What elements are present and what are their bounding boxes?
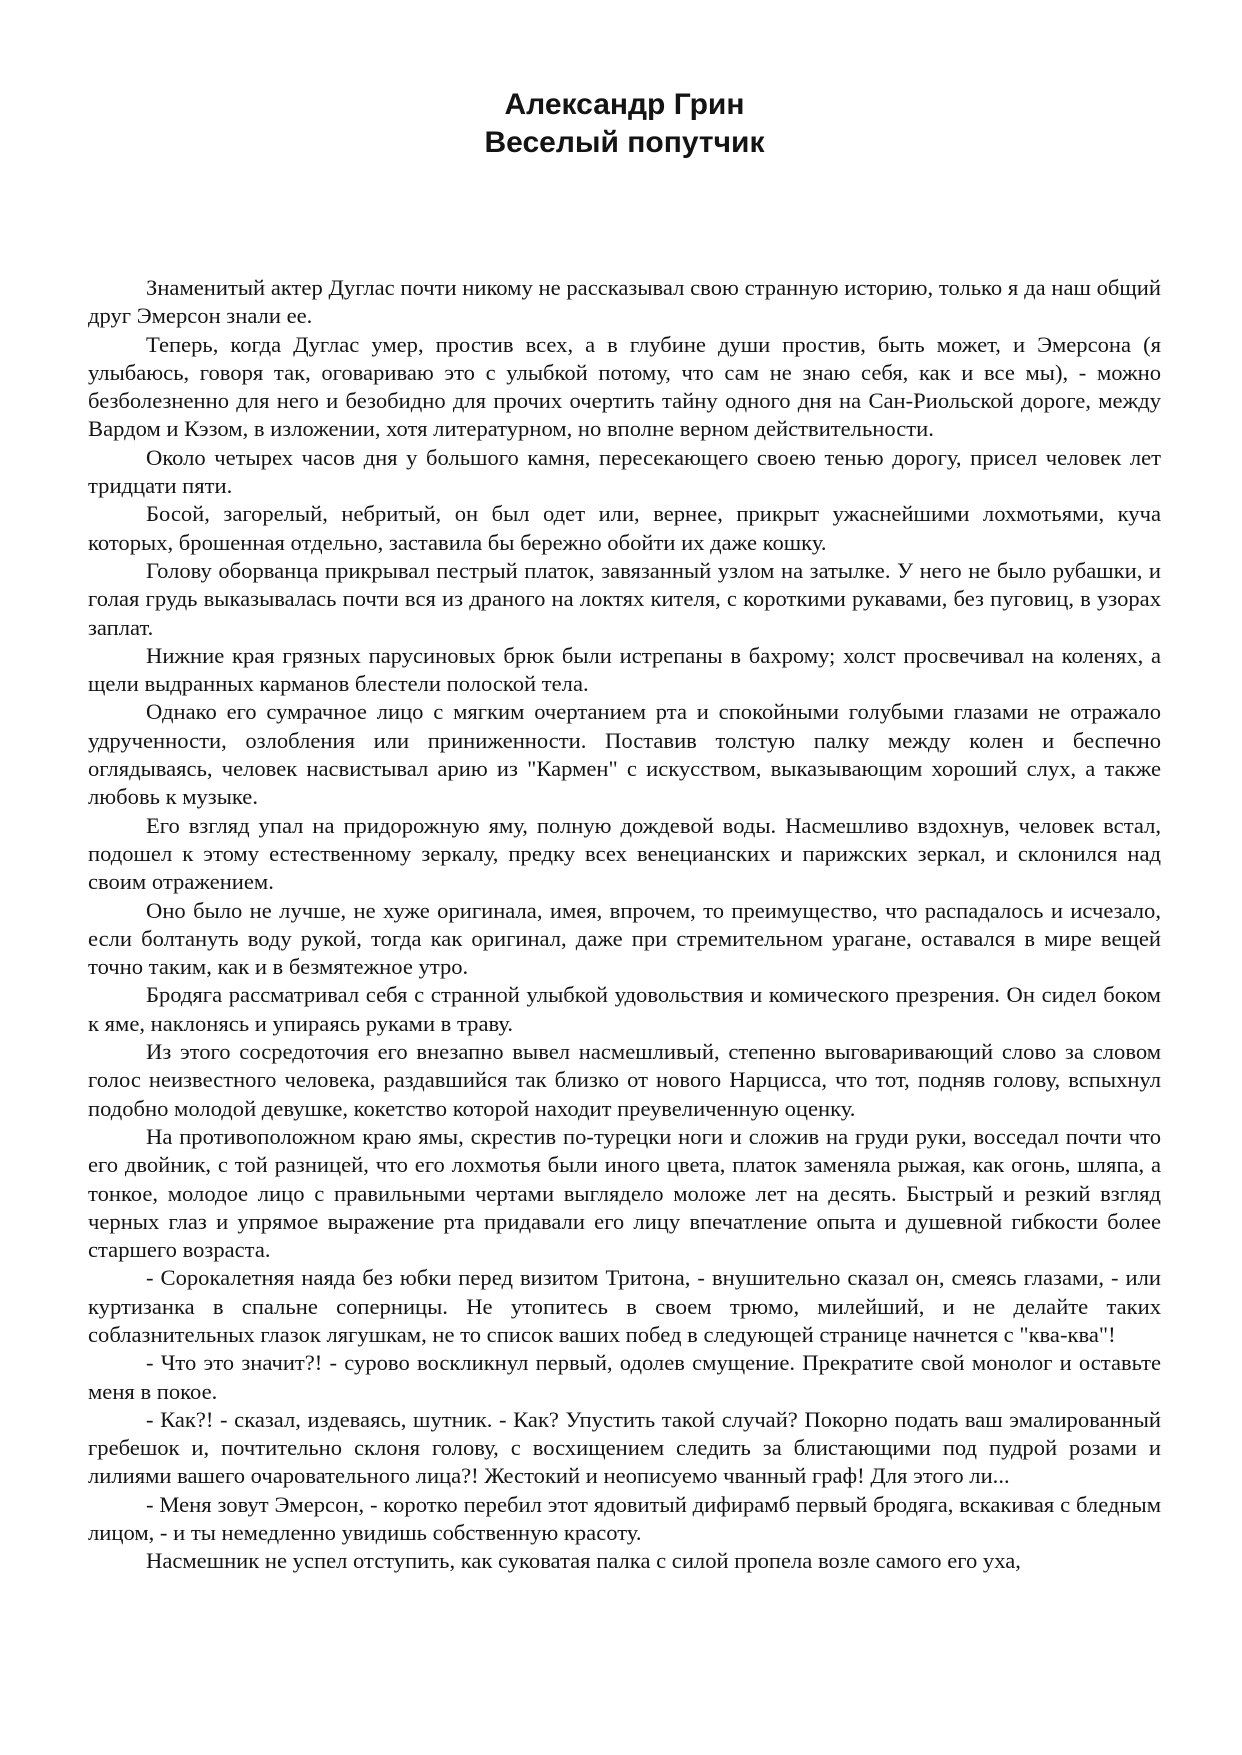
author-name: Александр Грин [504,88,745,121]
story-text [88,274,1161,1576]
paragraph: Из этого сосредоточия его внезапно вывел насмешливый, степенно выговаривающий слово за словом голос неизвестного человека, раздавшийся так близко от нового Нарцисса, что тот, подняв голову, вспыхнул подобно молодой девушке, кокетство которой находит преувеличенную оценку. [88,1039,1161,1121]
paragraph: - Что это значит?! - сурово воскликнул первый, одолев смущение. Прекратите свой монолог и оставьте меня в покое. [88,1350,1161,1404]
paragraph: Нижние края грязных парусиновых брюк были истрепаны в бахрому; холст просвечивал на коленях, а щели выдранных карманов блестели полоской тела. [88,642,1161,697]
paragraph: Голову оборванца прикрывал пестрый платок, завязанный узлом на затылке. У него не было рубашки, и голая грудь выказывалась почти вся из драного на локтях кителя, с короткими рукавами, без пуговиц, в узорах заплат. [88,557,1161,640]
paragraph: - Как?! - сказал, издеваясь, шутник. - Как? Упустить такой случай? Покорно подать ваш эмалированный гребешок и, почтительно склоня голову, с восхищением следить за блистающими под пудрой розами и лилиями вашего очаровательного лица?! Жестокий и неописуемо чванный граф! Для этого ли... [88,1406,1161,1489]
paragraph: Оно было не лучше, не хуже оригинала, имея, впрочем, то преимущество, что распадалось и исчезало, если болтануть воду рукой, тогда как оригинал, даже при стремительном урагане, оставался в мире вещей точно таким, как и в безмятежное утро. [88,897,1161,980]
paragraph: Его взгляд упал на придорожную яму, полную дождевой воды. Насмешливо вздохнув, человек встал, подошел к этому естественному зеркалу, предку всех венецианских и парижских зеркал, и склонился над своим отражением. [88,812,1161,895]
story-title: Веселый попутчик [484,126,765,159]
paragraph: - Сорокалетняя наяда без юбки перед визитом Тритона, - внушительно сказал он, смеясь глазами, - или куртизанка в спальне соперницы. Не утопитесь в своем трюмо, милейший, и не делайте таких соблазнительных глазок лягушкам, не то список ваших побед в следующей странице начнется с "ква-ква"! [88,1265,1161,1347]
paragraph: Бродяга рассматривал себя с странной улыбкой удовольствия и комического презрения. Он сидел боком к яме, наклонясь и упираясь руками в траву. [88,982,1161,1036]
paragraph: На противоположном краю ямы, скрестив по-турецки ноги и сложив на груди руки, восседал почти что его двойник, с той разницей, что его лохмотья были иного цвета, платок заменяла рыжая, как огонь, шляпа, а тонкое, молодое лицо с правильными чертами выглядело моложе лет на десять. Быстрый и резкий взгляд черных глаз и упрямое выражение рта придавали его лицу впечатление опыта и душевной гибкости более старшего возраста. [88,1123,1161,1263]
paragraph: Насмешник не успел отступить, как суковатая палка с силой пропела возле самого его уха, [146,1548,1021,1574]
paragraph: - Меня зовут Эмерсон, - коротко перебил этот ядовитый дифирамб первый бродяга, вскакивая с бледным лицом, - и ты немедленно увидишь собственную красоту. [88,1491,1161,1546]
paragraph: Знаменитый актер Дуглас почти никому не рассказывал свою странную историю, только я да наш общий друг Эмерсон знали ее. [88,275,1161,329]
document-page [88,0,1161,1576]
paragraph: Около четырех часов дня у большого камня, пересекающего своею тенью дорогу, присел человек лет тридцати пяти. [88,444,1161,499]
paragraph: Теперь, когда Дуглас умер, простив всех, а в глубине души простив, быть может, и Эмерсона (я улыбаюсь, говоря так, оговариваю это с улыбкой потому, что сам не знаю себя, как и все мы), - можно безболезненно для него и безобидно для прочих очертить тайну одного дня на Сан-Риольской дороге, между Вардом и Кэзом, в изложении, хотя литературном, но вполне верном действительности. [88,331,1161,442]
title-block [88,86,1161,162]
paragraph: Однако его сумрачное лицо с мягким очертанием рта и спокойными голубыми глазами не отражало удрученности, озлобления или приниженности. Поставив толстую палку между колен и беспечно оглядываясь, человек насвистывал арию из "Кармен" с искусством, выказывающим хороший слух, а также любовь к музыке. [88,699,1161,810]
paragraph: Босой, загорелый, небритый, он был одет или, вернее, прикрыт ужаснейшими лохмотьями, куча которых, брошенная отдельно, заставила бы бережно обойти их даже кошку. [88,501,1161,555]
